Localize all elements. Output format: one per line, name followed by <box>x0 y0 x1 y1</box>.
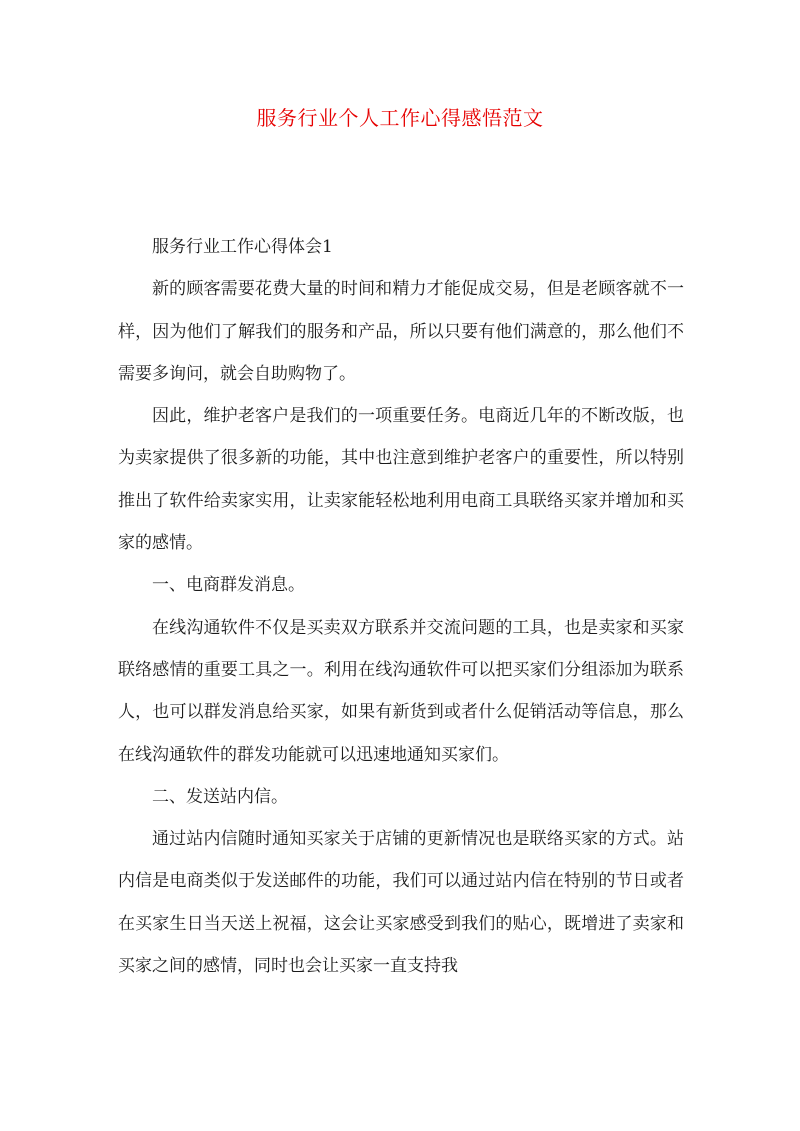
item-1-text: 在线沟通软件不仅是买卖双方联系并交流问题的工具，也是卖家和买家联络感情的重要工具之一。利用在线沟通软件可以把买家们分组添加为联系人，也可以群发消息给买家，如果有新货到或者什么促销活动等信息，那么在线沟通软件的群发功能就可以迅速地通知买家们。 <box>118 617 684 765</box>
paragraph-2: 因此，维护老客户是我们的一项重要任务。电商近几年的不断改版，也为卖家提供了很多新的功能，其中也注意到维护老客户的重要性，所以特别推出了软件给卖家实用，让卖家能轻松地利用电商工具联络买家并增加和买家的感情。 <box>118 406 684 554</box>
item-2-heading: 二、发送站内信。 <box>152 786 288 807</box>
item-1-heading: 一、电商群发消息。 <box>152 575 305 596</box>
document-body <box>118 226 684 987</box>
item-2-text: 通过站内信随时通知买家关于店铺的更新情况也是联络买家的方式。站内信是电商类似于发送邮件的功能，我们可以通过站内信在特别的节日或者在买家生日当天送上祝福，这会让买家感受到我们的贴心，既增进了卖家和买家之间的感情，同时也会让买家一直支持我 <box>118 829 684 977</box>
document-title: 服务行业个人工作心得感悟范文 <box>256 106 544 130</box>
section-heading: 服务行业工作心得体会1 <box>152 237 333 257</box>
paragraph-1: 新的顾客需要花费大量的时间和精力才能促成交易，但是老顾客就不一样，因为他们了解我们的服务和产品，所以只要有他们满意的，那么他们不需要多询问，就会自助购物了。 <box>118 279 684 384</box>
